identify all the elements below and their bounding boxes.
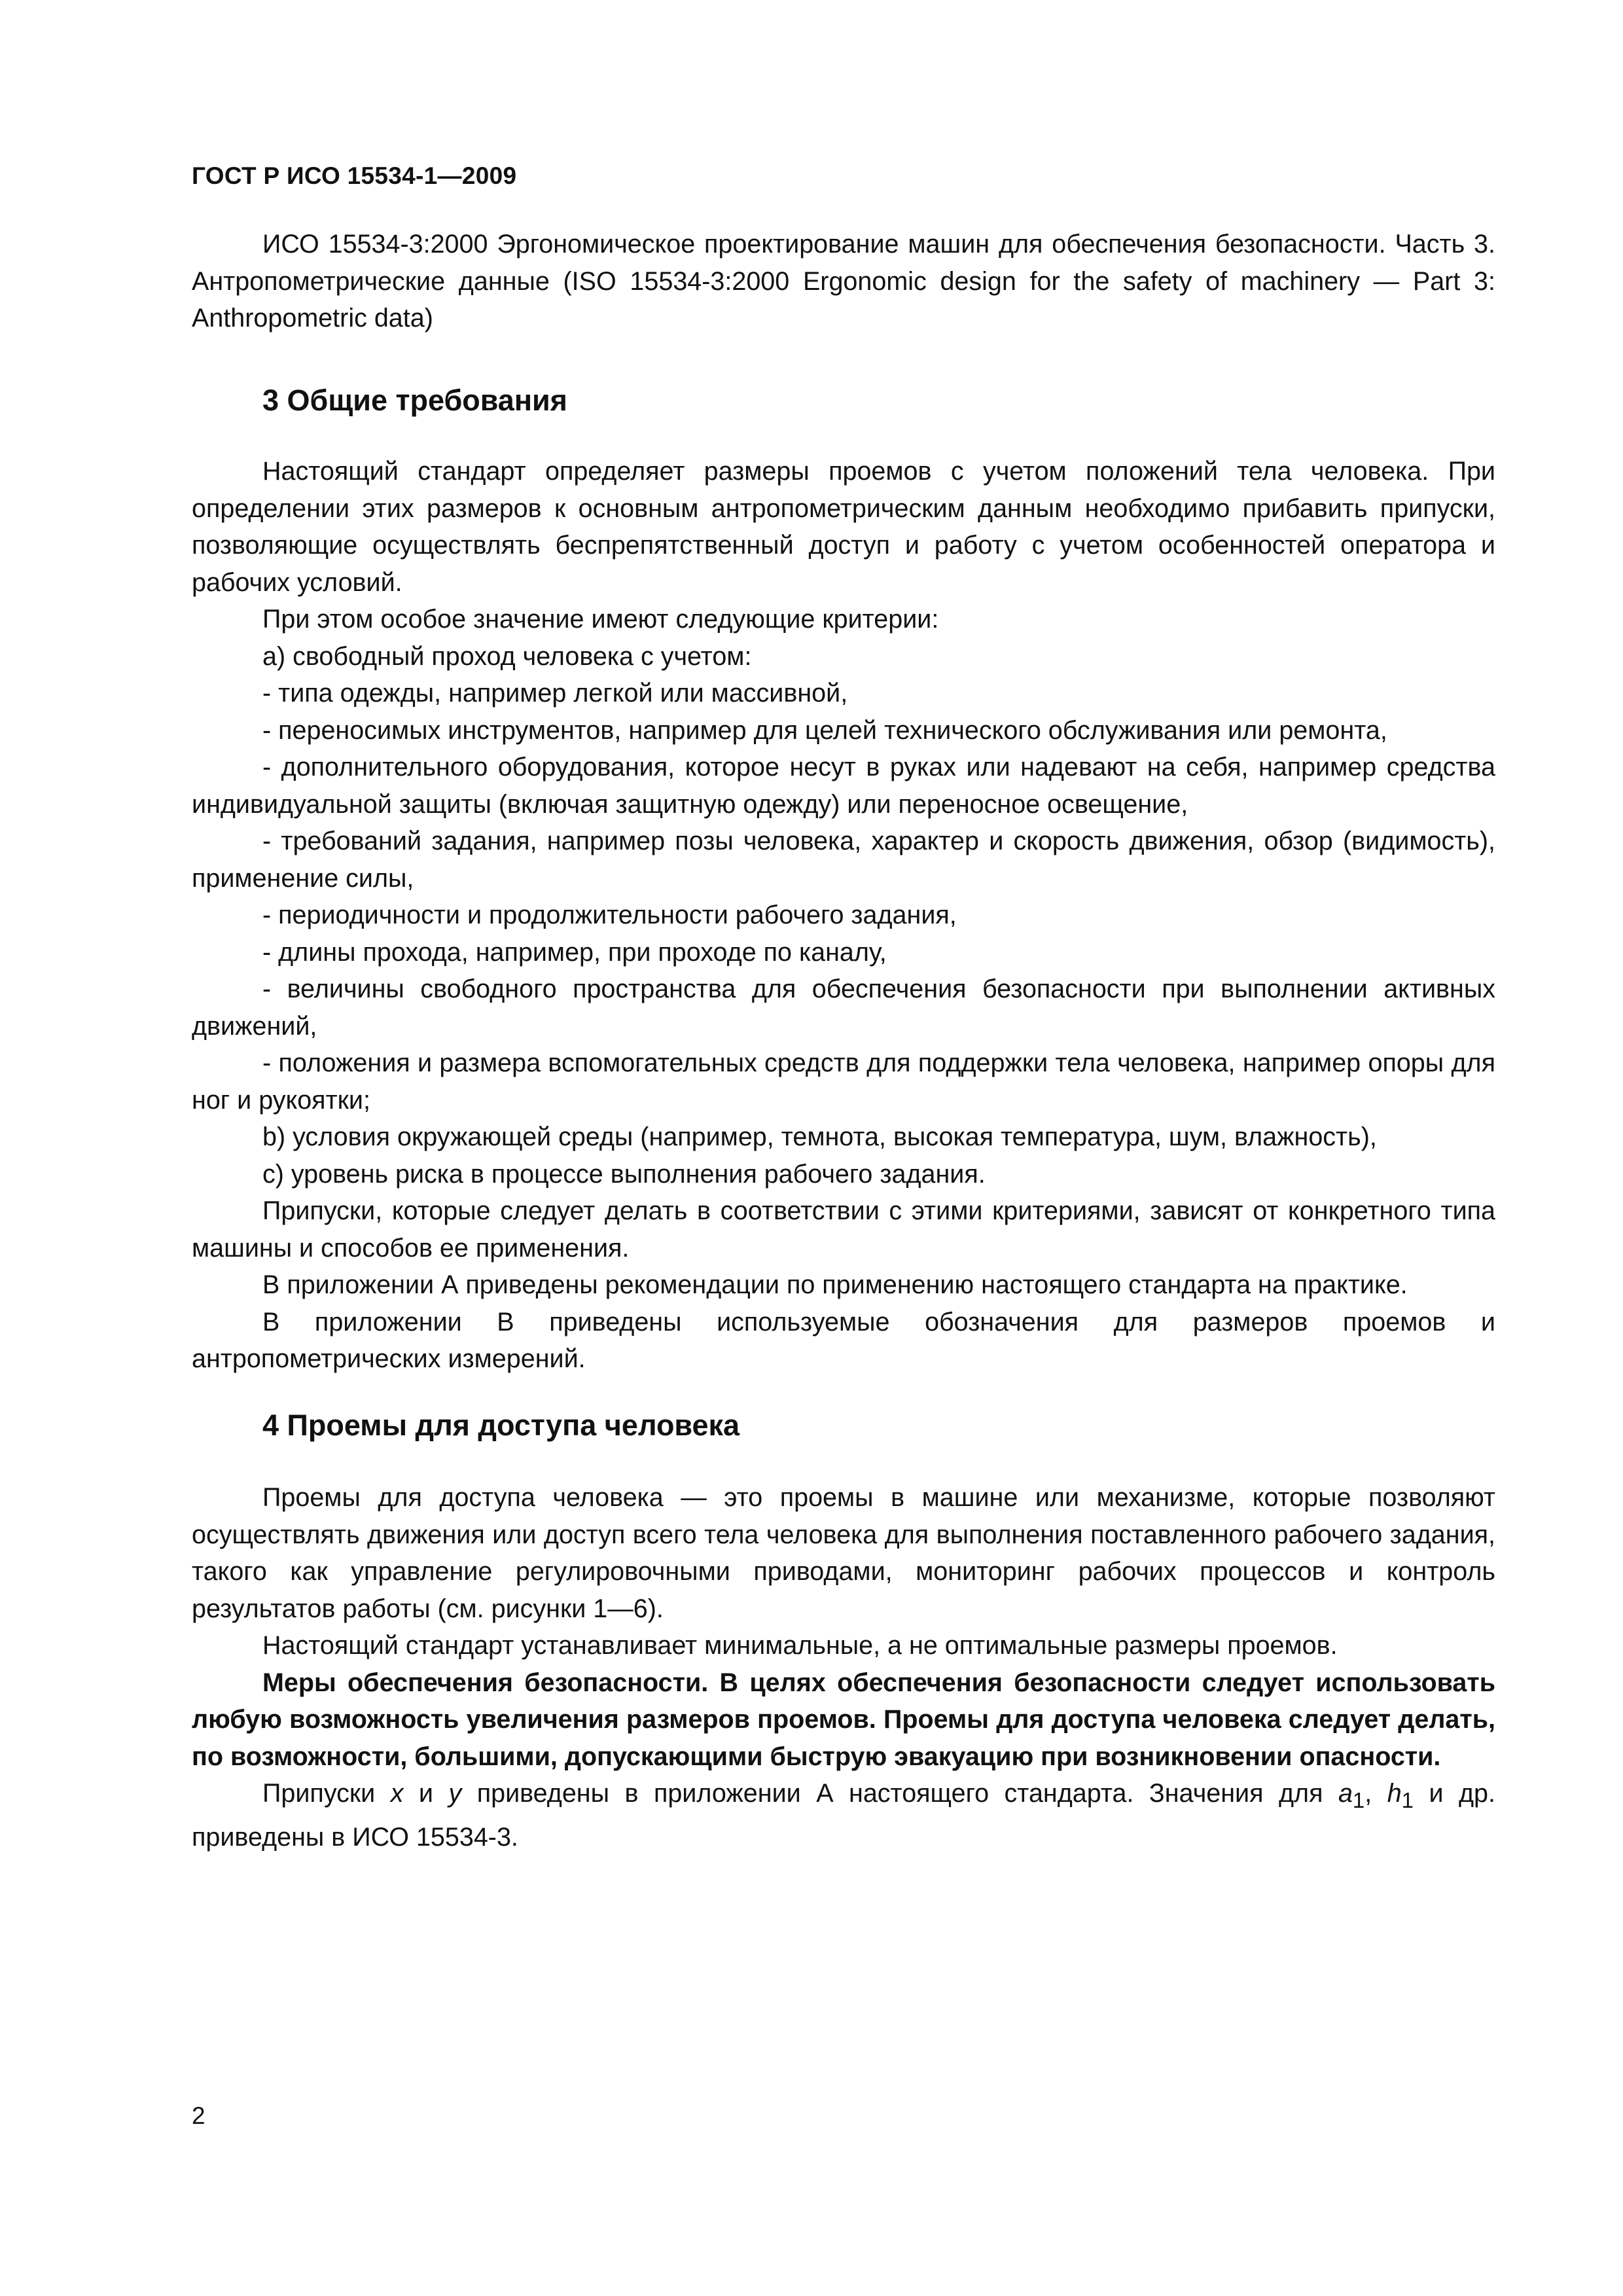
list-item: - положения и размера вспомогательных средств для поддержки тела человека, например опоры для ног и рукоятки; — [192, 1049, 1495, 1115]
page-number: 2 — [192, 2102, 205, 2129]
normative-reference — [192, 226, 1495, 337]
subscript-a: 1 — [1352, 1787, 1365, 1812]
list-item: - периодичности и продолжительности рабочего задания, — [262, 901, 957, 929]
paragraph: В приложении В приведены используемые обозначения для размеров проемов и антропометрических измерений. — [192, 1307, 1495, 1373]
list-item: - переносимых инструментов, например для целей технического обслуживания или ремонта, — [262, 715, 1387, 745]
list-item: - величины свободного пространства для обеспечения безопасности при выполнении активных движений, — [192, 975, 1495, 1041]
safety-note: Меры обеспечения безопасности. В целях обеспечения безопасности следует использовать любую возможность увеличения размеров проемов. Проемы для доступа человека следует делать, по возможности, большими, допускающими быструю эвакуацию при возникновении опасности. — [192, 1668, 1495, 1771]
paragraph: В приложении А приведены рекомендации по применению настоящего стандарта на практике. — [262, 1270, 1408, 1299]
list-item: - требований задания, например позы человека, характер и скорость движения, обзор (видимость), применение силы, — [192, 827, 1495, 893]
allowance-text-part: и — [403, 1779, 449, 1808]
paragraph: Настоящий стандарт устанавливает минимальные, а не оптимальные размеры проемов. — [262, 1631, 1338, 1660]
allowance-text-part: Припуски — [262, 1779, 391, 1808]
paragraph: При этом особое значение имеют следующие критерии: — [262, 605, 939, 634]
subscript-h: 1 — [1401, 1787, 1414, 1812]
list-item: - длины прохода, например, при проходе по каналу, — [262, 937, 887, 967]
list-item: b) условия окружающей среды (например, темнота, высокая температура, шум, влажность), — [262, 1122, 1377, 1151]
list-item: - типа одежды, например легкой или массивной, — [262, 679, 848, 708]
section-4-body — [192, 1479, 1495, 1856]
variable-x: x — [390, 1779, 404, 1808]
list-item: c) уровень риска в процессе выполнения рабочего задания. — [262, 1159, 986, 1189]
section-3-title: 3 Общие требования — [262, 384, 567, 417]
variable-y: y — [448, 1779, 462, 1808]
allowance-text-part: , — [1364, 1779, 1387, 1808]
standard-code-header: ГОСТ Р ИСО 15534-1—2009 — [192, 162, 517, 189]
list-item: а) свободный проход человека с учетом: — [262, 641, 752, 671]
paragraph: Настоящий стандарт определяет размеры проемов с учетом положений тела человека. При определении этих размеров к основным антропометрическим данным необходимо прибавить припуски, позволяющие осуществлять беспрепятственный доступ и работу с учетом особенностей оператора и рабочих условий. — [192, 457, 1495, 597]
paragraph: Припуски, которые следует делать в соответствии с этими критериями, зависят от конкретного типа машины и способов ее применения. — [192, 1196, 1495, 1263]
reference-paragraph: ИСО 15534-3:2000 Эргономическое проектирование машин для обеспечения безопасности. Часть 3. Антропометрические данные (ISO 15534-3:2000 Ergonomic design for the safety of machinery — Part 3: Anthropometric data) — [192, 230, 1495, 332]
section-4-title: 4 Проемы для доступа человека — [262, 1408, 740, 1442]
allowance-text-part: и др. приведены в ИСО 15534-3. — [192, 1779, 1495, 1852]
variable-a: a — [1338, 1779, 1353, 1808]
variable-h: h — [1387, 1779, 1402, 1808]
list-item: - дополнительного оборудования, которое несут в руках или надевают на себя, например средства индивидуальной защиты (включая защитную одежду) или переносное освещение, — [192, 753, 1495, 819]
section-3-body — [192, 453, 1495, 1378]
allowance-paragraph — [192, 1775, 1495, 1856]
paragraph: Проемы для доступа человека — это проемы в машине или механизме, которые позволяют осуществлять движения или доступ всего тела человека для выполнения поставленного рабочего задания, такого как управление регулировочными приводами, мониторинг рабочих процессов и контроль результатов работы (см. рисунки 1—6). — [192, 1483, 1495, 1623]
allowance-text-part: приведены в приложении А настоящего стандарта. Значения для — [461, 1779, 1338, 1808]
